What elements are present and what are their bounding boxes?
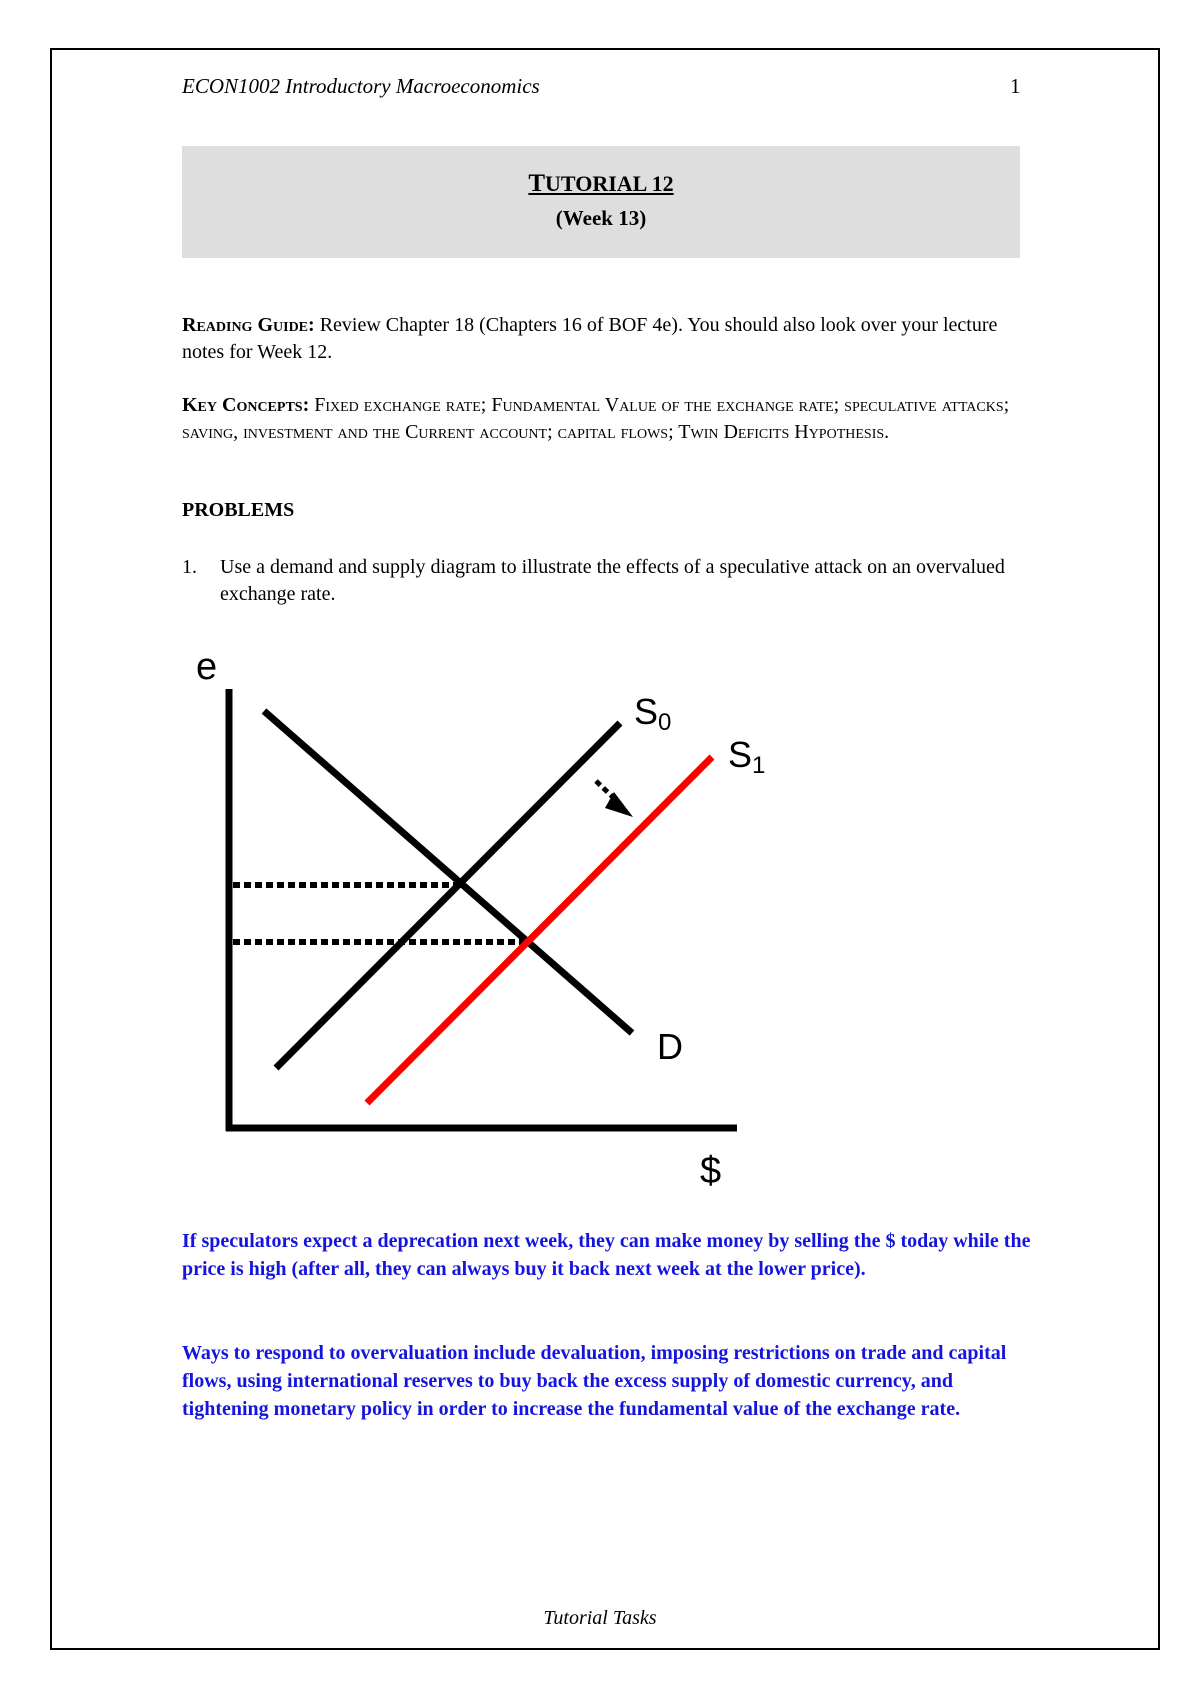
- key-concepts-label: Key Concepts:: [182, 394, 310, 416]
- s0-label: S0: [634, 691, 672, 736]
- y-axis-label: e: [196, 646, 218, 688]
- answer-paragraph-2: Ways to respond to overvaluation include devaluation, imposing restrictions on trade and capital flows, using international reserves to buy back the excess supply of domestic currency, and tightening monetary policy in order to increase the fundamental value of the exchange rate.: [182, 1342, 1007, 1420]
- problems-heading: PROBLEMS: [182, 499, 295, 521]
- x-axis-label: $: [700, 1150, 722, 1192]
- answer-paragraph-1: If speculators expect a deprecation next week, they can make money by selling the $ today while the price is high (after all, they can always buy it back next week at the lower price).: [182, 1230, 1031, 1280]
- page-number: 1: [1010, 74, 1021, 98]
- course-title: ECON1002 Introductory Macroeconomics: [182, 74, 540, 98]
- reading-guide-text: Review Chapter 18 (Chapters 16 of BOF 4e). You should also look over your lecture notes for Week 12.: [182, 314, 998, 363]
- key-concepts-text: Fixed exchange rate; Fundamental Value of the exchange rate; speculative attacks; saving, investment and the Current account; capital flows; Twin Deficits Hypothesis.: [182, 394, 1010, 443]
- week-label: (Week 13): [555, 206, 647, 230]
- reading-guide-label: Reading Guide:: [182, 314, 315, 336]
- supply-curve-s0: [276, 723, 620, 1068]
- problem-text: Use a demand and supply diagram to illustrate the effects of a speculative attack on an overvalued exchange rate.: [220, 556, 1005, 605]
- tutorial-title: TUTORIAL 12: [528, 170, 674, 197]
- shift-arrowhead: [605, 792, 633, 817]
- demand-curve: [264, 711, 632, 1033]
- demand-label: D: [657, 1026, 683, 1067]
- problem-number: 1.: [182, 556, 197, 578]
- s1-label: S1: [728, 734, 766, 779]
- footer: Tutorial Tasks: [543, 1607, 657, 1629]
